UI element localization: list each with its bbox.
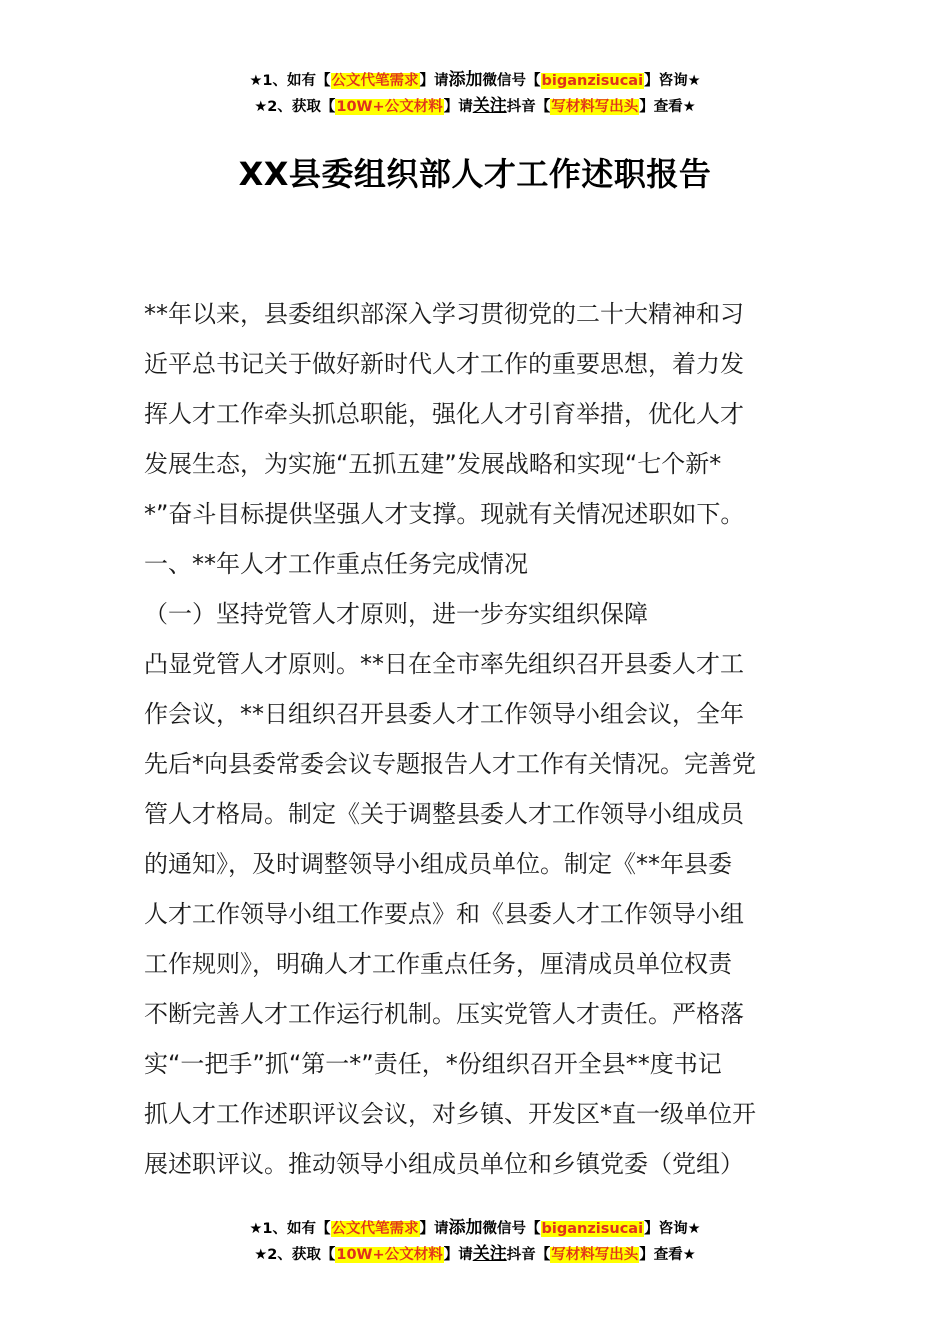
body-line: *”奋斗目标提供坚强人才支撑。现就有关情况述职如下。 xyxy=(144,500,745,528)
document-title: XX县委组织部人才工作述职报告 xyxy=(238,155,712,193)
body-line: 作会议，**日组织召开县委人才工作领导小组会议，全年 xyxy=(144,700,744,728)
body-line: 实“一把手”抓“第一*”责任，*份组织召开全县**度书记 xyxy=(144,1050,722,1078)
body-line: 展述职评议。推动领导小组成员单位和乡镇党委（党组） xyxy=(144,1150,744,1178)
body-line: 不断完善人才工作运行机制。压实党管人才责任。严格落 xyxy=(144,1000,744,1028)
highlight-douyin-account: 写材料写出头 xyxy=(551,1247,639,1263)
promo-banner-top xyxy=(0,68,950,120)
document-body xyxy=(144,289,824,1189)
body-line: 抓人才工作述职评议会议，对乡镇、开发区*直一级单位开 xyxy=(144,1100,756,1128)
highlight-service: 公文代笔需求 xyxy=(331,73,419,89)
body-line: 人才工作领导小组工作要点》和《县委人才工作领导小组 xyxy=(144,900,744,928)
promo-line-1 xyxy=(0,68,950,94)
promo-text: 】咨询★ xyxy=(644,1221,701,1237)
highlight-materials: 10W+公文材料 xyxy=(336,99,443,115)
body-line: （一）坚持党管人才原则，进一步夯实组织保障 xyxy=(144,600,648,628)
promo-text: ★2、获取【 xyxy=(254,1247,336,1263)
body-line: 先后*向县委常委会议专题报告人才工作有关情况。完善党 xyxy=(144,750,756,778)
promo-text: 】请 xyxy=(419,1221,449,1237)
promo-text: 】请 xyxy=(443,99,473,115)
promo-line-1 xyxy=(0,1216,950,1242)
promo-text: 抖音【 xyxy=(506,99,551,115)
body-line: 近平总书记关于做好新时代人才工作的重要思想，着力发 xyxy=(144,350,744,378)
highlight-douyin-account: 写材料写出头 xyxy=(551,99,639,115)
highlight-wechat-id: biganzisucai xyxy=(541,1221,644,1237)
highlight-wechat-id: biganzisucai xyxy=(541,73,644,89)
emphasis-word: 添加 xyxy=(448,1218,483,1238)
body-line: 挥人才工作牵头抓总职能，强化人才引育举措，优化人才 xyxy=(144,400,744,428)
body-line: 凸显党管人才原则。**日在全市率先组织召开县委人才工 xyxy=(144,650,744,678)
highlight-service: 公文代笔需求 xyxy=(331,1221,419,1237)
promo-text: 微信号【 xyxy=(482,1221,541,1237)
body-line: 工作规则》，明确人才工作重点任务，厘清成员单位权责 xyxy=(144,950,732,978)
promo-banner-bottom xyxy=(0,1216,950,1268)
promo-text: 抖音【 xyxy=(506,1247,551,1263)
body-line: 一、**年人才工作重点任务完成情况 xyxy=(144,550,528,578)
promo-text: 】请 xyxy=(443,1247,473,1263)
highlight-materials: 10W+公文材料 xyxy=(336,1247,443,1263)
emphasis-word: 添加 xyxy=(448,70,483,90)
promo-text: 】查看★ xyxy=(639,1247,696,1263)
body-line: 的通知》，及时调整领导小组成员单位。制定《**年县委 xyxy=(144,850,732,878)
promo-line-2 xyxy=(0,94,950,120)
emphasis-word: 关注 xyxy=(472,96,507,116)
body-line: 发展生态，为实施“五抓五建”发展战略和实现“七个新* xyxy=(144,450,722,478)
promo-text: ★1、如有【 xyxy=(249,1221,331,1237)
promo-text: ★1、如有【 xyxy=(249,73,331,89)
body-line: 管人才格局。制定《关于调整县委人才工作领导小组成员 xyxy=(144,800,744,828)
body-line: **年以来，县委组织部深入学习贯彻党的二十大精神和习 xyxy=(144,300,744,328)
promo-line-2 xyxy=(0,1242,950,1268)
promo-text: ★2、获取【 xyxy=(254,99,336,115)
promo-text: 】请 xyxy=(419,73,449,89)
promo-text: 微信号【 xyxy=(482,73,541,89)
promo-text: 】咨询★ xyxy=(644,73,701,89)
promo-text: 】查看★ xyxy=(639,99,696,115)
emphasis-word: 关注 xyxy=(472,1244,507,1264)
